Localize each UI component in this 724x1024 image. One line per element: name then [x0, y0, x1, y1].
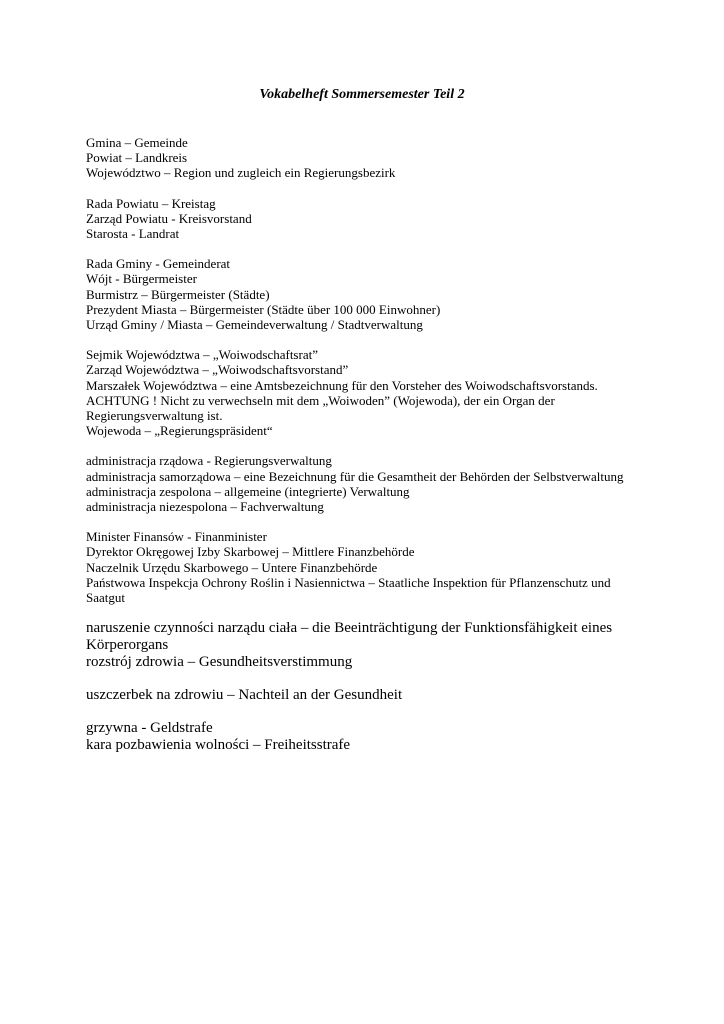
vocab-entry: Zarząd Powiatu - Kreisvorstand [86, 210, 252, 226]
vocab-note: ACHTUNG ! Nicht zu verwechseln mit dem „Woiwoden” (Wojewoda), der ein Organ der Regierungsverwaltung ist. [86, 392, 555, 424]
vocab-group-municipality [86, 256, 646, 332]
vocab-entry: administracja zespolona – allgemeine (integrierte) Verwaltung [86, 483, 410, 499]
vocab-entry: Rada Gminy - Gemeinderat [86, 256, 231, 272]
vocab-entry: uszczerbek na zdrowiu – Nachteil an der Gesundheit [86, 687, 403, 704]
vocab-entry: Prezydent Miasta – Bürgermeister (Städte über 100 000 Einwohner) [86, 301, 441, 317]
vocab-entry: Wójt - Bürgermeister [86, 271, 197, 287]
vocab-entry: Państwowa Inspekcja Ochrony Roślin i Nasiennictwa – Staatliche Inspektion für Pflanzenschutz und Saatgut [86, 574, 611, 606]
vocab-group-county [86, 196, 646, 242]
vocab-entry: Starosta - Landrat [86, 226, 180, 242]
vocab-group-administrative-units [86, 135, 646, 181]
vocab-entry: Minister Finansów - Finanminister [86, 529, 267, 545]
vocab-entry: Dyrektor Okręgowej Izby Skarbowej – Mittlere Finanzbehörde [86, 544, 415, 560]
vocab-entry: Urząd Gminy / Miasta – Gemeindeverwaltung / Stadtverwaltung [86, 317, 423, 333]
vocab-entry: Powiat – Landkreis [86, 150, 188, 166]
vocab-entry: Burmistrz – Bürgermeister (Städte) [86, 286, 270, 302]
vocab-entry: administracja rządowa - Regierungsverwaltung [86, 453, 332, 469]
vocab-entry: kara pozbawienia wolności – Freiheitsstrafe [86, 737, 351, 754]
vocab-group-health [86, 620, 646, 671]
vocab-entry: administracja niezespolona – Fachverwaltung [86, 499, 324, 515]
vocab-entry: rozstrój zdrowia – Gesundheitsverstimmung [86, 654, 353, 671]
vocab-entry: Gmina – Gemeinde [86, 135, 188, 150]
vocab-entry: Naczelnik Urzędu Skarbowego – Untere Finanzbehörde [86, 559, 378, 575]
vocab-entry: naruszenie czynności narządu ciała – die Beeinträchtigung der Funktionsfähigkeit eines Körperorgans [86, 620, 613, 654]
vocab-entry: administracja samorządowa – eine Bezeichnung für die Gesamtheit der Behörden der Selbstverwaltung [86, 468, 624, 484]
vocab-entry: Rada Powiatu – Kreistag [86, 195, 216, 211]
vocabulary-list [86, 135, 646, 770]
vocab-entry: Województwo – Region und zugleich ein Regierungsbezirk [86, 165, 396, 181]
vocab-entry: Wojewoda – „Regierungspräsident“ [86, 423, 273, 439]
vocab-group-administration [86, 453, 646, 514]
vocab-entry: Zarząd Województwa – „Woiwodschaftsvorstand” [86, 362, 349, 378]
vocab-entry: Marszałek Województwa – eine Amtsbezeichnung für den Vorsteher des Woiwodschaftsvorstands. [86, 377, 598, 393]
document-title: Vokabelheft Sommersemester Teil 2 [259, 87, 465, 102]
vocab-group-voivodeship [86, 347, 646, 438]
vocab-group-penalties [86, 720, 646, 754]
vocab-group-damage [86, 687, 646, 704]
vocab-entry: grzywna - Geldstrafe [86, 720, 213, 737]
vocab-group-finance [86, 529, 646, 605]
vocab-entry: Sejmik Województwa – „Woiwodschaftsrat” [86, 347, 318, 363]
